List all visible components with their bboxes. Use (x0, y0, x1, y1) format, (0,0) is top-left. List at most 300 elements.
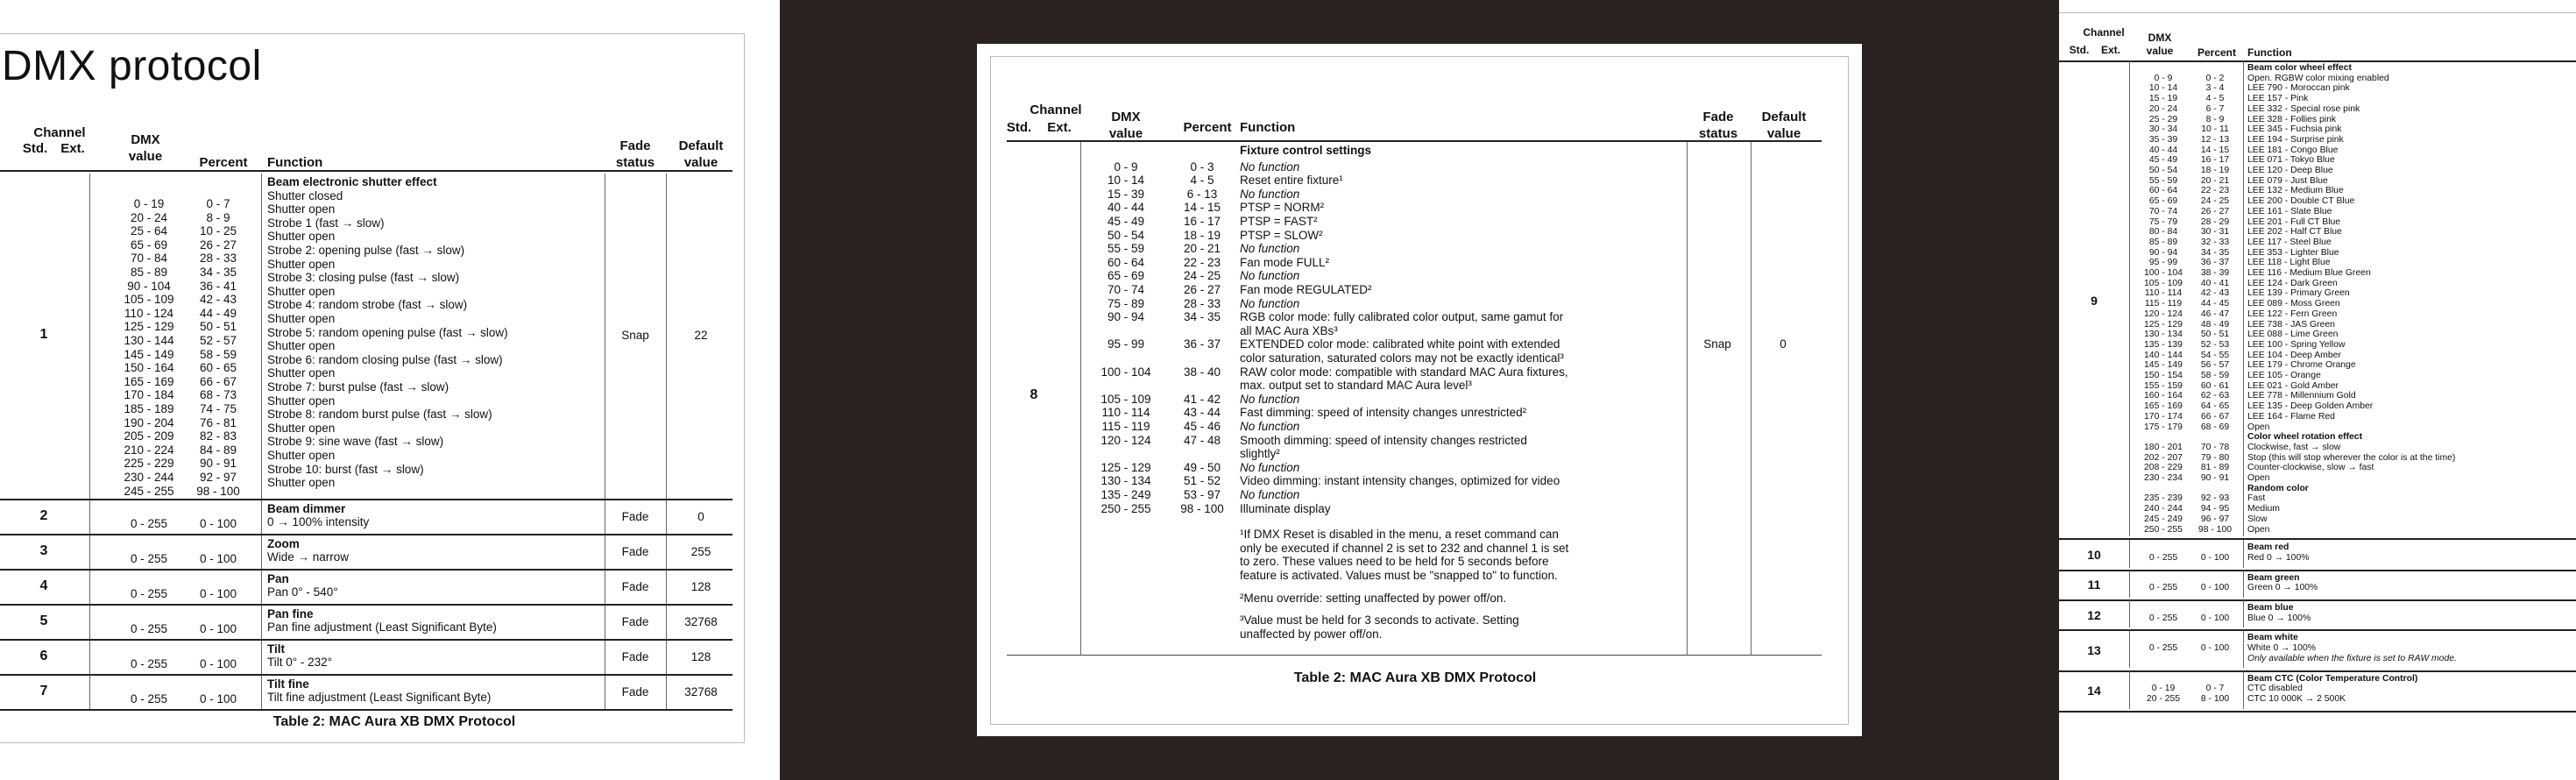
function-text: Random color (2247, 483, 2309, 493)
row-rule (2059, 570, 2576, 571)
header-rule (0, 170, 732, 172)
function-text: LEE 179 - Chrome Orange (2247, 360, 2356, 371)
dmx-value: 130 - 144 (124, 333, 174, 347)
function-text: LEE 132 - Medium Blue (2247, 186, 2344, 196)
percent-value: 52 - 53 (2200, 339, 2230, 350)
percent-value: 38 - 40 (1183, 365, 1221, 379)
column-rule (89, 174, 90, 499)
percent-value: 34 - 35 (1183, 310, 1221, 324)
percent-value: 44 - 45 (2200, 299, 2230, 309)
dmx-value: 170 - 184 (124, 388, 174, 402)
percent-value: 66 - 67 (2200, 411, 2230, 422)
percent-value: 16 - 17 (2200, 155, 2230, 166)
dmx-value: 100 - 104 (1100, 365, 1151, 379)
dmx-value: 25 - 64 (130, 224, 168, 238)
function-text: LEE 135 - Deep Golden Amber (2247, 401, 2374, 412)
row-rule (2059, 538, 2576, 540)
dmx-value: 125 - 129 (2144, 319, 2183, 330)
function-text: Shutter open (267, 284, 336, 298)
percent-value: 84 - 89 (199, 443, 237, 457)
dmx-value: 180 - 201 (2144, 442, 2183, 452)
percent-value: 94 - 95 (2200, 504, 2230, 514)
channel-number: 4 (39, 578, 48, 593)
percent-value: 51 - 52 (1183, 474, 1221, 488)
percent-value: 0 - 3 (1190, 160, 1214, 174)
function-text: LEE 116 - Medium Blue Green (2247, 268, 2371, 278)
dmx-value: 110 - 124 (124, 306, 174, 320)
function-text: Shutter open (267, 257, 336, 271)
dmx-value: 105 - 109 (1100, 392, 1151, 406)
percent-value: 18 - 19 (2200, 166, 2230, 175)
dmx-value: 230 - 244 (124, 470, 174, 484)
percent-value: 0 - 100 (2200, 583, 2230, 593)
function-text: LEE 201 - Full CT Blue (2247, 216, 2341, 227)
function-text: No function (1240, 488, 1300, 501)
function-text: Shutter open (267, 366, 336, 380)
dmx-value: 105 - 109 (124, 293, 174, 307)
dmx-value: 85 - 89 (2148, 237, 2178, 247)
dmx-value: 0 - 255 (130, 552, 168, 566)
percent-value: 90 - 91 (199, 457, 237, 471)
dmx-value: 0 - 255 (2148, 613, 2178, 623)
function-text: all MAC Aura XBs³ (1240, 323, 1338, 337)
function-text: Pan fine adjustment (Least Significant Byte) (267, 620, 497, 635)
percent-value: 0 - 100 (2200, 552, 2230, 563)
percent-value: 52 - 57 (199, 333, 237, 347)
dmx-value: 125 - 129 (1100, 460, 1151, 474)
percent-value: 22 - 23 (1183, 255, 1221, 269)
function-text: Green 0 → 100% (2247, 583, 2318, 593)
column-rule (666, 571, 667, 604)
table-row (0, 500, 732, 534)
function-text: LEE 778 - Millennium Gold (2247, 391, 2356, 401)
function-text: RAW color mode: compatible with standard MAC Aura fixtures, (1240, 365, 1568, 379)
function-heading: Fixture control settings (1240, 144, 1372, 157)
row-rule (0, 709, 732, 711)
percent-value: 98 - 100 (196, 484, 240, 498)
function-text: LEE 332 - Special rose pink (2247, 103, 2360, 114)
default-value: 0 (1780, 337, 1787, 351)
dmx-value: 90 - 104 (127, 279, 171, 293)
percent-value: 18 - 19 (1183, 228, 1221, 242)
function-heading: Beam white (2247, 633, 2298, 643)
dmx-value: 208 - 229 (2144, 463, 2183, 473)
dmx-value: 165 - 169 (124, 374, 174, 388)
dmx-value: 85 - 89 (130, 265, 168, 279)
column-rule (2243, 630, 2244, 668)
fade-status: Fade (621, 509, 649, 523)
percent-value: 24 - 25 (2200, 196, 2230, 207)
percent-value: 16 - 17 (1183, 215, 1221, 228)
dmx-value: 145 - 149 (2144, 360, 2183, 371)
dmx-value: 50 - 54 (2148, 166, 2178, 175)
percent-value: 22 - 23 (2200, 186, 2230, 196)
percent-value: 60 - 61 (2200, 380, 2230, 391)
function-text: Open (2247, 422, 2270, 432)
function-text: LEE 021 - Gold Amber (2247, 380, 2339, 391)
default-value: 32768 (684, 614, 718, 628)
function-heading: Zoom (267, 536, 300, 550)
dmx-value: 70 - 74 (2148, 206, 2178, 216)
dmx-value: 65 - 69 (2148, 196, 2178, 207)
function-text: PTSP = SLOW² (1240, 228, 1323, 242)
channel-number: 2 (39, 507, 48, 523)
dmx-value: 250 - 255 (2144, 524, 2183, 535)
header-rule (2059, 60, 2576, 62)
function-text: CTC disabled (2247, 684, 2303, 694)
header-function: Function (2247, 46, 2292, 59)
percent-value: 38 - 39 (2200, 268, 2230, 278)
default-value: 255 (690, 544, 711, 558)
function-text: Strobe 5: random opening pulse (fast → slow) (267, 325, 508, 339)
dmx-value: 70 - 84 (130, 252, 168, 266)
function-text: Color wheel rotation effect (2247, 432, 2363, 443)
dmx-value: 240 - 244 (2144, 504, 2183, 514)
function-text: Strobe 7: burst pulse (fast → slow) (267, 380, 449, 394)
function-text: LEE 118 - Light Blue (2247, 258, 2331, 268)
dmx-value: 245 - 249 (2144, 514, 2183, 524)
dmx-value: 0 - 255 (130, 692, 168, 706)
percent-value: 58 - 59 (199, 347, 237, 361)
default-value: 22 (694, 329, 708, 343)
function-text: LEE 124 - Dark Green (2247, 278, 2338, 288)
function-text: LEE 353 - Lighter Blue (2247, 247, 2339, 258)
function-text: No function (1240, 242, 1300, 256)
percent-value: 24 - 25 (1183, 269, 1221, 283)
function-text: Strobe 2: opening pulse (fast → slow) (267, 244, 465, 257)
function-text: Video dimming: instant intensity changes, optimized for video (1240, 474, 1560, 488)
function-text: Shutter open (267, 339, 336, 353)
percent-value: 32 - 33 (2200, 237, 2230, 247)
function-text: LEE 738 - JAS Green (2247, 319, 2335, 330)
function-text: LEE 117 - Steel Blue (2247, 237, 2332, 247)
function-text: No function (1240, 420, 1300, 433)
percent-value: 96 - 97 (2200, 514, 2230, 524)
percent-value: 8 - 9 (206, 210, 230, 224)
function-text: CTC 10 000K → 2 500K (2247, 693, 2346, 704)
header-percent: Percent (2197, 46, 2237, 59)
fade-status: Fade (621, 614, 649, 628)
dmx-value: 170 - 174 (2144, 411, 2183, 422)
header-std: Std. (1006, 120, 1032, 135)
channel-number: 9 (2091, 294, 2098, 308)
function-heading: Beam dimmer (267, 501, 346, 515)
function-text: Strobe 8: random burst pulse (fast → slow) (267, 408, 492, 422)
dmx-value: 75 - 79 (2148, 216, 2178, 227)
percent-value: 14 - 15 (2200, 145, 2230, 155)
dmx-value: 60 - 64 (2148, 186, 2178, 196)
percent-value: 26 - 27 (2200, 206, 2230, 216)
channel-number: 11 (2087, 578, 2101, 592)
dmx-value: 10 - 14 (1107, 174, 1145, 188)
function-text: Reset entire fixture¹ (1240, 174, 1343, 188)
function-text: Fast (2247, 493, 2266, 504)
function-heading: Beam red (2247, 542, 2289, 553)
function-text: No function (1240, 392, 1300, 406)
dmx-value: 230 - 234 (2144, 473, 2183, 483)
function-heading: Beam electronic shutter effect (267, 175, 437, 188)
function-text: Strobe 4: random strobe (fast → slow) (267, 298, 468, 312)
right-page (2059, 0, 2576, 780)
dmx-value: 130 - 134 (2144, 330, 2183, 340)
column-rule (666, 676, 667, 709)
dmx-value: 0 - 9 (2154, 73, 2173, 83)
channel-number: 7 (39, 683, 48, 698)
function-text: LEE 157 - Pink (2247, 94, 2309, 104)
function-text: Tilt fine adjustment (Least Significant Byte) (267, 691, 492, 705)
function-text: Shutter open (267, 312, 336, 325)
function-text: LEE 079 - Just Blue (2247, 175, 2328, 186)
channel-number: 1 (39, 327, 48, 343)
dmx-value: 90 - 94 (2148, 247, 2178, 258)
header-channel: Channel (1030, 103, 1082, 117)
function-text: Smooth dimming: speed of intensity changes restricted (1240, 433, 1527, 447)
column-rule (2243, 61, 2244, 536)
dmx-value: 55 - 59 (2148, 175, 2178, 186)
column-rule (2129, 61, 2130, 536)
column-rule (666, 174, 667, 499)
footnote: ³Value must be held for 3 seconds to activate. Setting unaffected by power off/on. (1240, 613, 1519, 641)
dmx-value: 155 - 159 (2144, 380, 2183, 391)
middle-page (977, 44, 1862, 736)
column-rule (261, 606, 262, 639)
function-text: Strobe 10: burst (fast → slow) (267, 462, 424, 476)
percent-value: 64 - 65 (2200, 401, 2230, 412)
dmx-value: 40 - 44 (1107, 201, 1145, 215)
table-row (0, 571, 732, 604)
percent-value: 0 - 100 (199, 517, 237, 531)
column-rule (89, 500, 90, 534)
percent-value: 79 - 80 (2200, 452, 2230, 463)
table-row (0, 174, 732, 499)
dmx-value: 75 - 89 (1107, 296, 1145, 310)
percent-value: 28 - 29 (2200, 216, 2230, 227)
dmx-value: 0 - 255 (130, 517, 168, 531)
percent-value: 0 - 7 (206, 196, 230, 210)
dmx-value: 150 - 154 (2144, 371, 2183, 380)
dmx-value: 50 - 54 (1107, 228, 1145, 242)
function-heading: Beam green (2247, 572, 2300, 583)
dmx-value: 105 - 109 (2144, 278, 2183, 288)
function-text: Shutter open (267, 421, 336, 435)
percent-value: 26 - 27 (1183, 283, 1221, 296)
column-rule (666, 641, 667, 674)
dmx-value: 110 - 114 (2144, 288, 2183, 299)
middle-page-area (780, 0, 2059, 780)
percent-value: 50 - 51 (2200, 330, 2230, 340)
function-text: Shutter closed (267, 188, 343, 202)
percent-value: 20 - 21 (2200, 175, 2230, 186)
column-rule (666, 500, 667, 534)
percent-value: 44 - 49 (199, 306, 237, 320)
dmx-value: 0 - 255 (2148, 643, 2178, 654)
fade-status: Fade (621, 544, 649, 558)
column-rule (89, 676, 90, 709)
function-text: Slow (2247, 514, 2268, 524)
percent-value: 36 - 41 (199, 279, 237, 293)
percent-value: 10 - 11 (2201, 124, 2229, 135)
column-rule (89, 535, 90, 569)
function-heading: Beam CTC (Color Temperature Control) (2247, 673, 2418, 684)
header-fade-status: Fade status (1698, 110, 1738, 141)
percent-value: 26 - 27 (199, 238, 237, 252)
dmx-value: 125 - 129 (124, 320, 174, 334)
function-text: LEE 345 - Fuchsia pink (2247, 124, 2342, 135)
dmx-value: 250 - 255 (1100, 501, 1151, 515)
function-text: LEE 139 - Primary Green (2247, 288, 2350, 299)
percent-value: 74 - 75 (199, 401, 237, 415)
dmx-value: 210 - 224 (124, 443, 174, 457)
channel-number: 13 (2087, 642, 2101, 657)
dmx-value: 65 - 69 (1107, 269, 1145, 283)
row-rule (2059, 629, 2576, 631)
dmx-value: 95 - 99 (1107, 337, 1145, 351)
function-text: 0 → 100% intensity (267, 515, 370, 529)
percent-value: 36 - 37 (2200, 258, 2230, 268)
dmx-value: 0 - 9 (1114, 160, 1138, 174)
dmx-value: 55 - 59 (1107, 242, 1145, 256)
function-text: Open (2247, 473, 2270, 483)
function-text: Beam color wheel effect (2247, 63, 2352, 73)
dmx-value: 190 - 204 (124, 415, 174, 429)
dmx-value: 150 - 164 (124, 361, 174, 375)
percent-value: 66 - 67 (199, 374, 237, 388)
dmx-value: 100 - 104 (2144, 268, 2183, 278)
function-text: LEE 194 - Surprise pink (2247, 134, 2344, 145)
function-text: Illuminate display (1240, 501, 1331, 515)
channel-number: 6 (39, 648, 48, 663)
percent-value: 47 - 48 (1183, 433, 1221, 447)
dmx-value: 45 - 49 (1107, 215, 1145, 228)
header-dmx-value: DMX value (128, 132, 163, 164)
percent-value: 49 - 50 (1183, 460, 1221, 474)
percent-value: 68 - 73 (199, 388, 237, 402)
percent-value: 0 - 100 (199, 552, 237, 566)
function-text: Pan 0° - 540° (267, 585, 338, 599)
dmx-value: 80 - 84 (2148, 227, 2178, 238)
percent-value: 6 - 13 (1186, 187, 1218, 201)
percent-value: 0 - 100 (2200, 643, 2230, 654)
dmx-value: 0 - 19 (133, 196, 165, 210)
column-rule (261, 500, 262, 534)
function-text: LEE 089 - Moss Green (2247, 299, 2340, 309)
fade-status: Fade (621, 684, 649, 698)
dmx-value: 140 - 144 (2144, 350, 2183, 360)
percent-value: 81 - 89 (2200, 463, 2230, 473)
header-default-value: Default value (1761, 110, 1807, 141)
table-bottom-rule (1007, 655, 1822, 656)
function-text: Tilt 0° - 232° (267, 656, 333, 670)
function-text: LEE 088 - Lime Green (2247, 330, 2339, 340)
percent-value: 0 - 100 (199, 657, 237, 671)
function-text: LEE 105 - Orange (2247, 371, 2321, 380)
column-rule (89, 641, 90, 674)
row-rule (2059, 599, 2576, 601)
dmx-value: 115 - 119 (1101, 420, 1150, 433)
percent-value: 14 - 15 (1183, 201, 1221, 215)
function-heading: Tilt (267, 642, 285, 656)
function-heading: Tilt fine (267, 677, 309, 691)
dmx-value: 0 - 255 (2148, 552, 2178, 563)
header-std: Std. (2069, 44, 2090, 56)
percent-value: 68 - 69 (2200, 422, 2230, 432)
percent-value: 34 - 35 (199, 265, 237, 279)
percent-value: 53 - 97 (1183, 488, 1221, 501)
function-text: EXTENDED color mode: calibrated white point with extended (1240, 337, 1560, 351)
function-heading: Beam blue (2247, 603, 2294, 613)
column-rule (89, 606, 90, 639)
percent-value: 0 - 100 (199, 622, 237, 636)
header-ext: Ext. (2100, 44, 2120, 56)
function-text: Red 0 → 100% (2247, 552, 2310, 563)
channel-number: 5 (39, 613, 48, 628)
default-value: 0 (697, 509, 704, 523)
column-rule (2243, 571, 2244, 598)
percent-value: 28 - 33 (199, 252, 237, 266)
function-text: Strobe 1 (fast → slow) (267, 216, 385, 230)
default-value: 128 (690, 649, 711, 663)
percent-value: 56 - 57 (2200, 360, 2230, 371)
fade-status: Fade (621, 579, 649, 593)
function-text: No function (1240, 160, 1300, 174)
header-function: Function (1240, 120, 1296, 135)
column-rule (1687, 142, 1688, 655)
dmx-value: 175 - 179 (2144, 422, 2183, 432)
header-rule (1007, 140, 1822, 142)
percent-value: 48 - 49 (2200, 319, 2230, 330)
column-rule (2243, 600, 2244, 628)
dmx-value: 235 - 239 (2144, 493, 2183, 504)
dmx-value: 120 - 124 (2144, 308, 2183, 319)
dmx-value: 35 - 39 (2148, 134, 2178, 145)
column-rule (261, 174, 262, 499)
header-ext: Ext. (60, 141, 85, 156)
function-heading: Pan fine (267, 606, 314, 620)
function-text: White 0 → 100% (2247, 643, 2316, 654)
dmx-value: 0 - 255 (130, 657, 168, 671)
function-text: LEE 164 - Flame Red (2247, 411, 2335, 422)
function-text: No function (1240, 460, 1300, 474)
dmx-value: 15 - 19 (2148, 94, 2178, 104)
function-text: LEE 790 - Moroccan pink (2247, 83, 2350, 94)
percent-value: 0 - 7 8 - 100 (2200, 684, 2230, 704)
column-rule (2243, 671, 2244, 709)
function-text: LEE 161 - Slate Blue (2247, 206, 2332, 216)
header-percent: Percent (1183, 120, 1232, 135)
column-rule (89, 571, 90, 604)
function-text: LEE 181 - Congo Blue (2247, 145, 2339, 155)
percent-value: 36 - 37 (1183, 337, 1221, 351)
dmx-value: 60 - 64 (1107, 255, 1145, 269)
column-rule (1751, 142, 1752, 655)
table-row (0, 641, 732, 674)
header-default-value: Default value (678, 138, 724, 170)
percent-value: 50 - 51 (199, 320, 237, 334)
dmx-value: 202 - 207 (2144, 452, 2183, 463)
percent-value: 90 - 91 (2200, 473, 2230, 483)
dmx-value: 20 - 24 (2148, 103, 2178, 114)
dmx-value: 145 - 149 (124, 347, 174, 361)
dmx-value: 95 - 99 (2148, 258, 2178, 268)
function-text: RGB color mode: fully calibrated color output, same gamut for (1240, 310, 1564, 324)
column-rule (2129, 571, 2130, 598)
percent-value: 45 - 46 (1183, 420, 1221, 433)
dmx-value: 120 - 124 (1100, 433, 1151, 447)
function-text: LEE 122 - Fern Green (2247, 308, 2338, 319)
row-rule (2059, 670, 2576, 672)
function-text: color saturation, saturated colors may not be exactly identical³ (1240, 351, 1564, 365)
percent-value: 58 - 59 (2200, 371, 2230, 380)
